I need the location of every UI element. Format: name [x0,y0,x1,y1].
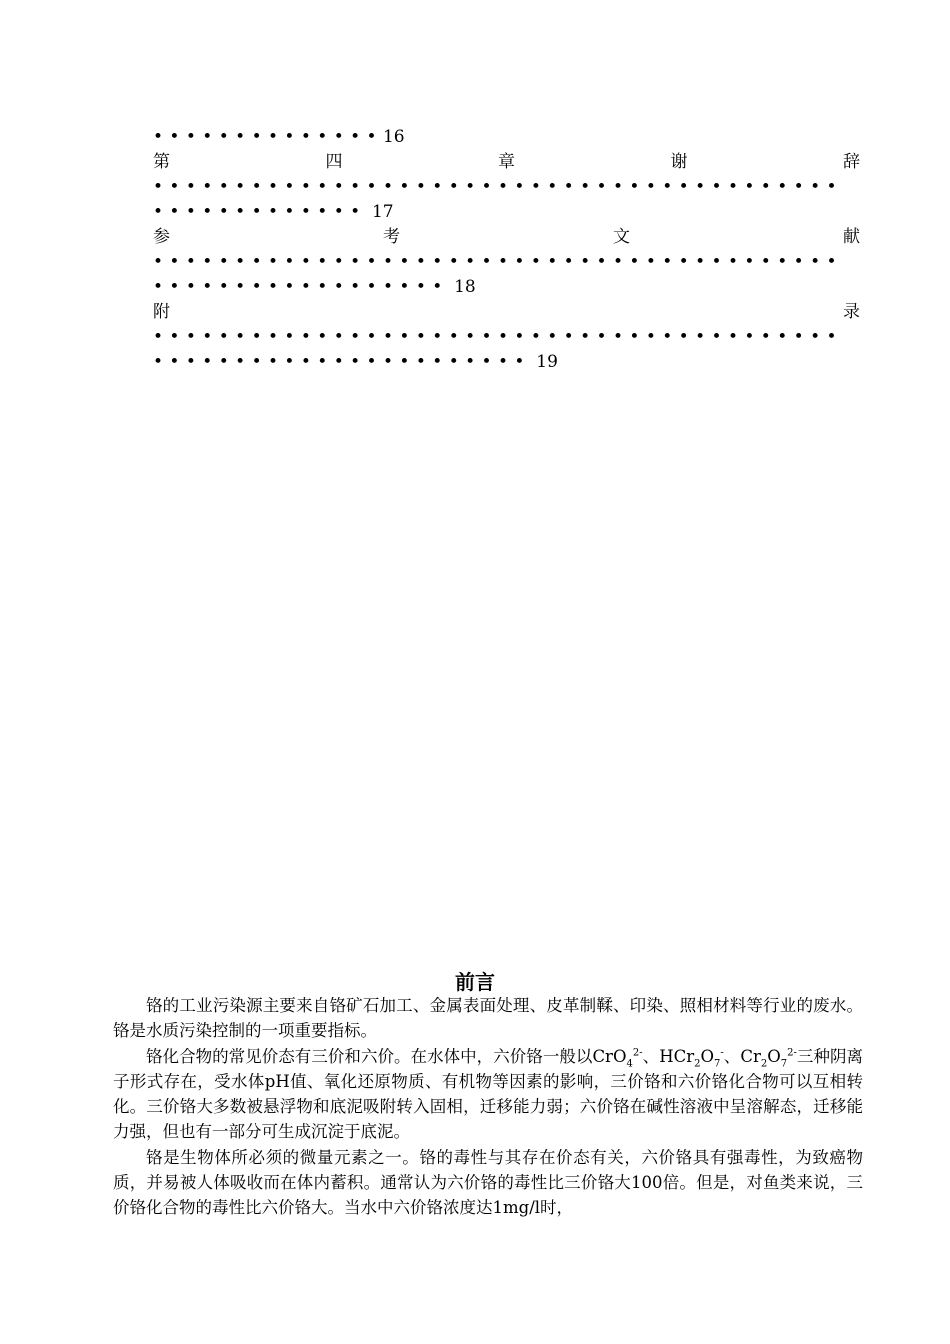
preface-paragraph-3: 铬是生物体所必须的微量元素之一。铬的毒性与其存在价态有关，六价铬具有强毒性，为致癌物质，并易被人体吸收而在体内蓄积。通常认为六价铬的毒性比三价铬大100倍。但是，对鱼类来说，三价铬化合物的毒性比六价铬大。当水中六价铬浓度达1mg/l时， [113,1147,863,1218]
toc-leader-dots: •••••••••••••••••••••••••••••••••••••••••• [153,177,843,197]
toc-entry-title-appendix[interactable] [153,300,860,325]
toc-page-number: 16 [382,127,405,147]
toc-title-char: 章 [498,152,515,172]
toc-leader-dots: •••••••••••••• [153,127,383,147]
toc-entry-18 [153,275,860,300]
toc-entry-17 [153,200,860,225]
toc-leader-line [153,175,860,200]
paragraph-text: 三种阴离子形式存在，受水体pH值、氧化还原物质、有机物等因素的影响，三价铬和六价铬化合物可以互相转化。三价铬大多数被悬浮物和底泥吸附转入固相，迁移能力弱；六价铬在碱性溶液中呈溶解态，迁移能力强，但也有一部分可生成沉淀于底泥。 [113,1046,864,1142]
toc-leader-line [153,250,860,275]
toc-title-char: 辞 [843,152,860,172]
chemical-formula-cro4: CrO$_4^{2-}$ [592,1046,643,1069]
chemical-formula-cr2o7: $Cr_2O_7^{2-}$ [740,1046,797,1069]
preface-heading: 前言 [455,970,495,994]
toc-title-char: 附 [153,302,170,322]
toc-page-number: 18 [448,277,476,297]
toc-leader-dots: •••••••••••••••••••••••••••••••••••••••••• [153,327,843,347]
table-of-contents [153,125,860,375]
toc-leader-dots: •••••••••••••••••••••••••••••••••••••••••• [153,252,843,272]
toc-leader-line [153,325,860,350]
toc-entry-16 [153,125,860,150]
toc-entry-19 [153,350,860,375]
toc-title-char: 参 [153,227,170,247]
toc-title-char: 文 [613,227,630,247]
toc-leader-dots: •••••••••••••••••• [153,277,449,297]
preface-paragraph-1: 铬的工业污染源主要来自铬矿石加工、金属表面处理、皮革制鞣、印染、照相材料等行业的废水。铬是水质污染控制的一项重要指标。 [113,996,863,1041]
toc-leader-dots: ••••••••••••• [153,202,367,222]
toc-title-char: 第 [153,152,170,172]
paragraph-text: 铬化合物的常见价态有三价和六价。在水体中，六价铬一般以 [146,1046,593,1066]
toc-entry-title-references[interactable] [153,225,860,250]
preface-body [113,993,863,1221]
toc-entry-title-acknowledgement[interactable] [153,150,860,175]
toc-title-char: 考 [383,227,400,247]
toc-leader-dots: ••••••••••••••••••••••• [153,352,531,372]
toc-title-char: 谢 [670,152,688,172]
toc-title-char: 录 [843,302,860,322]
chemical-formula-hcr2o7: $HCr_2O_7^-$ [659,1046,724,1069]
toc-title-char: 四 [325,152,343,172]
toc-page-number: 17 [366,202,394,222]
toc-page-number: 19 [530,352,558,372]
toc-title-char: 献 [843,227,860,247]
preface-paragraph-2: 铬化合物的常见价态有三价和六价。在水体中，六价铬一般以CrO$_4^{2-}$、$HCr_2O_7^-$、$Cr_2O_7^{2-}$三种阴离子形式存在，受水体pH值、氧化还原物质、有机物等因素的影响，三价铬和六价铬化合物可以互相转化。三价铬大多数被悬浮物和底泥吸附转入固相，迁移能力弱；六价铬在碱性溶液中呈溶解态，迁移能力强，但也有一部分可生成沉淀于底泥。 [113,1046,864,1142]
